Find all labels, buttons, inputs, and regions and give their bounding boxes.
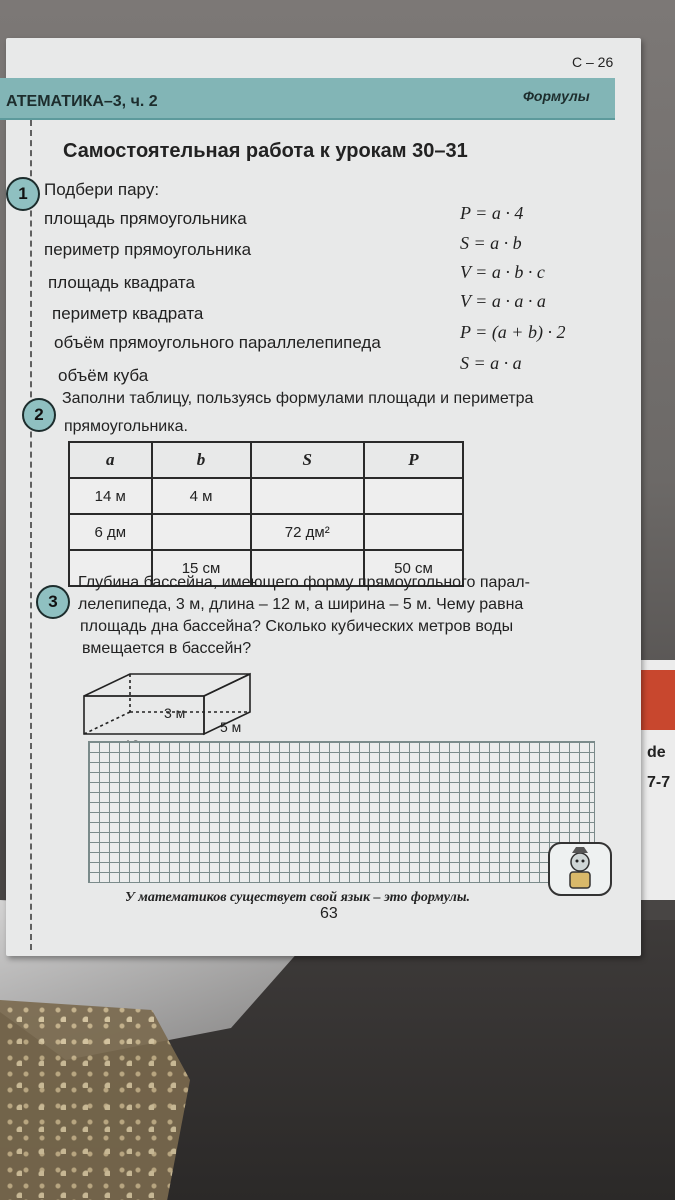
match-item-rect-perimeter: периметр прямоугольника bbox=[44, 240, 252, 259]
match-item-cube-volume: объём куба bbox=[58, 366, 149, 385]
header-cell-b: b bbox=[152, 442, 251, 478]
task3-line1: Глубина бассейна, имеющего форму прямоугольного парал- bbox=[78, 574, 530, 591]
task-number-3: 3 bbox=[36, 585, 70, 619]
hidden-edge-depth bbox=[84, 712, 130, 734]
side-card-text-mid: 7-7 bbox=[647, 774, 671, 791]
table-cell[interactable]: 6 дм bbox=[69, 514, 152, 550]
task2-prompt-line2: прямоугольника. bbox=[64, 418, 188, 435]
formula-4: V = a · a · a bbox=[460, 291, 546, 311]
match-item-rect-area: площадь прямоугольника bbox=[44, 209, 247, 228]
table-header-row bbox=[69, 442, 463, 478]
task3-line2: лелепипеда, 3 м, длина – 12 м, а ширина – 5 м. Чему равна bbox=[78, 596, 524, 613]
match-item-square-area: площадь квадрата bbox=[48, 273, 195, 292]
motto-line: У математиков существует свой язык – это формулы. bbox=[125, 890, 471, 905]
table-cell[interactable] bbox=[364, 478, 463, 514]
side-card-red-band bbox=[641, 670, 675, 730]
box-top-face bbox=[84, 674, 250, 696]
answer-grid[interactable] bbox=[88, 741, 595, 883]
lace-cloth bbox=[0, 1000, 190, 1200]
corner-code: С – 26 bbox=[572, 54, 614, 70]
page-number: 63 bbox=[320, 905, 338, 922]
box-front-face bbox=[84, 696, 204, 734]
cut-line bbox=[30, 120, 32, 950]
header-cell-p: P bbox=[364, 442, 463, 478]
formula-3: V = a · b · c bbox=[460, 262, 545, 282]
table-cell[interactable] bbox=[251, 478, 364, 514]
table-row bbox=[69, 478, 463, 514]
formula-2: S = a · b bbox=[460, 233, 522, 253]
header-cell-a: a bbox=[69, 442, 152, 478]
table-cell[interactable]: 15 см bbox=[152, 550, 251, 586]
task3-line3: площадь дна бассейна? Сколько кубических метров воды bbox=[80, 618, 514, 635]
table-row bbox=[69, 514, 463, 550]
task-number-1: 1 bbox=[6, 177, 40, 211]
book-title: АТЕМАТИКА–3, ч. 2 bbox=[6, 93, 158, 110]
task-number-2: 2 bbox=[22, 398, 56, 432]
table-cell[interactable]: 4 м bbox=[152, 478, 251, 514]
side-card bbox=[640, 660, 675, 900]
table-cell[interactable] bbox=[364, 514, 463, 550]
formula-6: S = a · a bbox=[460, 353, 522, 373]
mascot-icon bbox=[548, 842, 612, 896]
formula-5: P = (a + b) · 2 bbox=[460, 322, 566, 342]
table-cell[interactable]: 14 м bbox=[69, 478, 152, 514]
work-title: Самостоятельная работа к урокам 30–31 bbox=[63, 140, 468, 162]
figure-label-width: 5 м bbox=[220, 719, 242, 735]
task3-line4: вмещается в бассейн? bbox=[82, 640, 252, 657]
formula-1: P = a · 4 bbox=[460, 203, 524, 223]
table-cell[interactable]: 50 см bbox=[364, 550, 463, 586]
topic-label: Формулы bbox=[523, 88, 590, 104]
header-cell-s: S bbox=[251, 442, 364, 478]
table-cell[interactable]: 72 дм² bbox=[251, 514, 364, 550]
match-item-box-volume: объём прямоугольного параллелепипеда bbox=[54, 333, 381, 352]
fill-table bbox=[68, 441, 464, 587]
side-card-text-top: de bbox=[647, 744, 666, 761]
match-item-square-perimeter: периметр квадрата bbox=[52, 304, 204, 323]
task1-prompt: Подбери пару: bbox=[44, 180, 160, 199]
figure-label-depth: 3 м bbox=[164, 705, 186, 721]
table-cell[interactable] bbox=[152, 514, 251, 550]
task2-prompt-line1: Заполни таблицу, пользуясь формулами площади и периметра bbox=[62, 390, 534, 407]
